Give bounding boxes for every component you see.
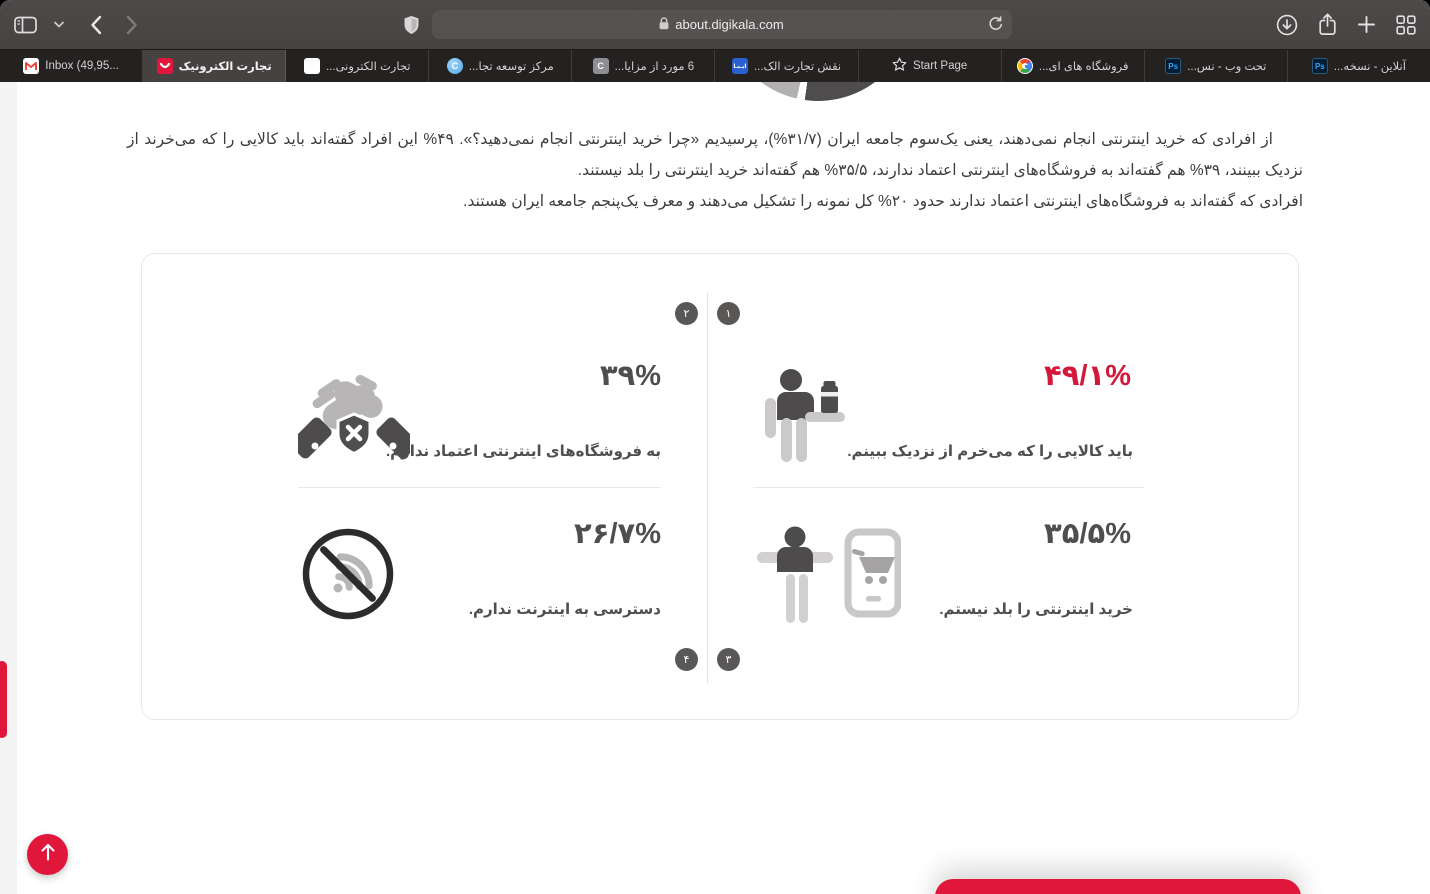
lock-icon (659, 17, 669, 33)
stat-badge-2: ۲ (675, 302, 698, 325)
card-vertical-divider (707, 292, 708, 684)
tab-stores[interactable] (1002, 50, 1145, 82)
stat-item-1 (753, 292, 1145, 488)
downloads-icon[interactable] (1276, 14, 1298, 36)
stat-item-4 (298, 488, 661, 684)
stat-caption-4: دسترسی به اینترنت ندارم. (468, 601, 661, 618)
stat-value-1: ۴۹/۱% (1044, 360, 1131, 392)
isna-icon: ایـنـا (732, 58, 748, 74)
stat-badge-3: ۳ (717, 648, 740, 671)
tab-inbox[interactable] (0, 50, 143, 82)
tab-role-ecommerce[interactable] (715, 50, 858, 82)
tab-title: مرکز توسعه تجا... (468, 61, 554, 73)
address-bar[interactable] (432, 10, 1012, 39)
tab-title: نقش تجارت الک... (753, 61, 842, 73)
person-phone-cart-icon (755, 526, 901, 629)
tab-title: Start Page (912, 60, 968, 72)
side-widget-pill[interactable] (0, 661, 7, 738)
person-inspect-product-icon (753, 368, 849, 469)
intro-paragraph-1: از افرادی که خرید اینترنتی انجام نمی‌دهند، یعنی یک‌سوم جامعه ایران (۳۱/۷%)، پرسیدیم «چرا خرید اینترنتی انجام نمی‌دهید؟». ۴۹% این افراد گفته‌اند باید کالایی را که می‌خرند از نزدیک ببینند، ۳۹% هم گفته‌اند به فروشگاه‌های اینترنتی اعتماد ندارند، ۳۵/۵% هم گفته‌اند خرید اینترنتی را بلد نیستند. (127, 131, 1303, 179)
sidebar-icon[interactable] (14, 16, 38, 34)
arrow-up-icon (40, 842, 56, 867)
tab-digikala-active[interactable] (143, 50, 286, 82)
gmail-icon (23, 58, 39, 74)
google-icon (1017, 58, 1033, 74)
pie-chart-remnant (723, 82, 913, 101)
browser-toolbar (0, 0, 1430, 50)
stat-badge-4: ۴ (675, 648, 698, 671)
reload-icon[interactable] (988, 16, 1003, 35)
stat-item-2 (298, 292, 661, 488)
photoshop-icon: Ps (1165, 58, 1181, 74)
tab-title: Inbox (49,95... (45, 60, 119, 72)
page-content (0, 82, 1430, 894)
stat-caption-1: باید کالایی را که می‌خرم از نزدیک ببینم. (847, 443, 1133, 460)
no-internet-access-icon (300, 526, 396, 627)
gray-c-icon: C (593, 58, 609, 74)
privacy-shield-icon[interactable] (403, 15, 420, 35)
tab-start-page[interactable] (859, 50, 1002, 82)
tab-title: 6 مورد از مزایا... (614, 61, 695, 73)
photoshop-icon: Ps (1312, 58, 1328, 74)
tab-benefits[interactable] (572, 50, 715, 82)
stat-item-3 (753, 488, 1145, 684)
stat-value-3: ۳۵/۵% (1044, 518, 1131, 550)
chevron-down-icon[interactable] (54, 21, 64, 28)
stat-caption-3: خرید اینترنتی را بلد نیستم. (939, 601, 1133, 618)
tab-ecommerce[interactable] (286, 50, 429, 82)
tab-trade-center[interactable] (429, 50, 572, 82)
tab-title: تجارت الکترونیک (178, 61, 272, 73)
new-tab-icon[interactable] (1357, 15, 1376, 34)
intro-text (127, 124, 1303, 217)
intro-paragraph-2: افرادی که گفته‌اند به فروشگاه‌های اینترنتی اعتماد ندارند حدود ۲۰% کل نمونه را تشکیل می‌دهند و معرف یک‌پنجم جامعه ایران هستند. (463, 193, 1303, 210)
forward-icon[interactable] (126, 15, 138, 35)
back-icon[interactable] (90, 15, 102, 35)
tab-bar (0, 50, 1430, 82)
tab-online-version[interactable] (1288, 50, 1430, 82)
url-text: about.digikala.com (675, 17, 784, 32)
tab-title: آنلاین - نسخه... (1333, 61, 1406, 73)
blue-circle-icon: C (447, 58, 463, 74)
tab-web-version[interactable] (1145, 50, 1288, 82)
stat-caption-2: به فروشگاه‌های اینترنتی اعتماد ندارم. (385, 443, 661, 460)
bottom-red-banner[interactable] (935, 879, 1301, 894)
scroll-to-top-button[interactable] (27, 834, 68, 875)
stat-badge-1: ۱ (717, 302, 740, 325)
digikala-icon (157, 58, 173, 74)
stat-value-2: ۳۹% (599, 360, 661, 392)
tab-title: تجارت الکترونی... (325, 61, 411, 73)
tab-title: تحت وب - نس... (1187, 61, 1267, 73)
stat-value-4: ۲۶/۷% (574, 518, 661, 550)
star-icon (892, 57, 907, 75)
stats-card (141, 253, 1299, 720)
tab-overview-icon[interactable] (1396, 15, 1416, 35)
share-icon[interactable] (1318, 13, 1337, 36)
page-edge-strip (0, 82, 17, 894)
striped-logo-icon (304, 58, 320, 74)
tab-title: فروشگاه های ای... (1038, 61, 1129, 73)
